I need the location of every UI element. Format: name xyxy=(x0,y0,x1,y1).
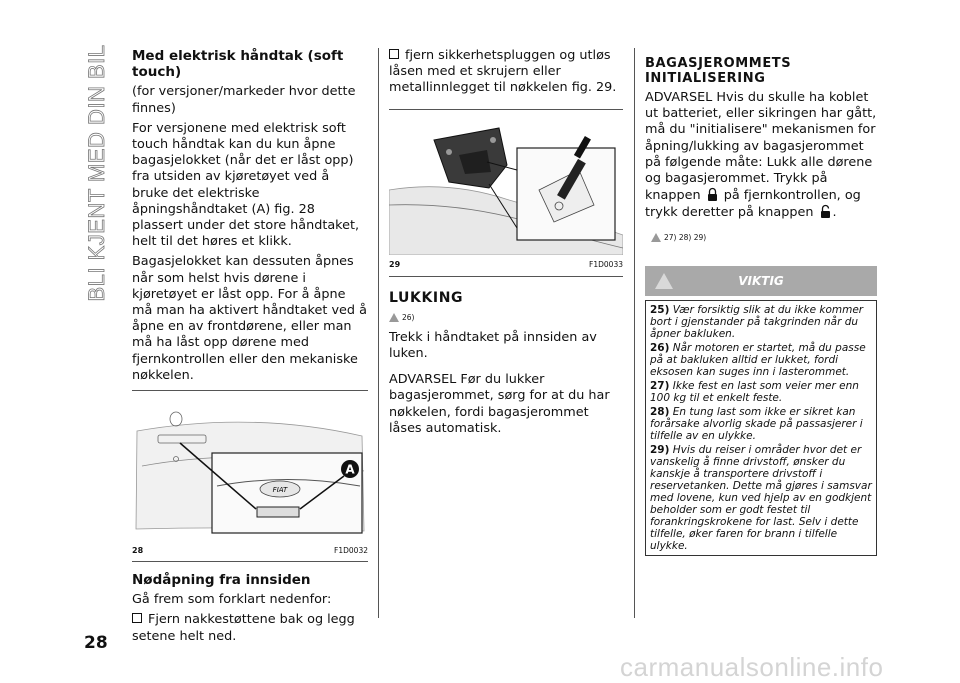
column-2 xyxy=(389,48,623,441)
section-heading: BAGASJEROMMETS xyxy=(645,56,792,71)
bullet-item: fjern sikkerhetspluggen og utløs låsen med et skrujern eller metallinnlegget til nøkkelen fig. 29. xyxy=(389,48,617,96)
lock-icon xyxy=(707,187,718,202)
column-3 xyxy=(645,56,877,556)
note-item: 25) Vær forsiktig slik at du ikke kommer bort i gjenstander på takgrinden når du åpner bakluken. xyxy=(650,303,864,340)
bullet-square-icon xyxy=(389,49,399,59)
paragraph: Bagasjelokket kan dessuten åpnes når som helst hvis dørene i kjøretøyet er låst opp. For å åpne må man ha aktivert håndtaket ved å åpne en av frontdørene, eller man må ha låst opp dørene med fjernkontrollen eller den mekaniske nøkkelen. xyxy=(132,254,367,383)
paragraph: ADVARSEL Hvis du skulle ha koblet ut batteriet, eller sikringen har gått, må du "initialisere" mekanismen for åpning/lukking av bagasjerommet på følgende måte: Lukk alle dørene og bagasjerommet. Trykk på knappen på fjernkontrollen, og trykk deretter på knappen . xyxy=(645,90,877,221)
note-item: 29) Hvis du reiser i områder hvor det er vanskelig å finne drivstoff, ønsker du kanskje å transportere drivstoff i reservetanken. Dette må gjøres i samsvar med lovene, kun ved hjelp av en godkjent beholder som er godt festet til forankringskrokene for last. Selv i dette tilfelle, øker faren for brann i tilfelle ulykke. xyxy=(650,443,872,552)
bullet-item: Fjern nakkestøttene bak og legg setene helt ned. xyxy=(132,612,355,644)
section-heading: INITIALISERING xyxy=(645,71,766,86)
figure-number: 29 xyxy=(389,260,401,270)
column-1 xyxy=(132,48,368,649)
bullet-square-icon xyxy=(132,613,142,623)
tailgate-handle-illustration xyxy=(132,391,368,541)
paragraph: Gå frem som forklart nedenfor: xyxy=(132,592,332,608)
fiat-badge: FIAT xyxy=(272,486,288,495)
paragraph: (for versjoner/markeder hvor dette finnes) xyxy=(132,84,356,116)
viktig-notes-box xyxy=(645,300,877,556)
warning-triangle-icon xyxy=(655,273,673,289)
footer-watermark: carmanualsonline.info xyxy=(620,652,884,682)
viktig-banner: VIKTIG xyxy=(645,266,877,296)
note-item: 28) En tung last som ikke er sikret kan forårsake alvorlig skade på passasjerer i tilfelle av en ulykke. xyxy=(650,405,863,442)
warning-triangle-icon xyxy=(651,233,661,242)
figure-number: 28 xyxy=(132,545,144,555)
paragraph: For versjonene med elektrisk soft touch håndtak kan du kun åpne bagasjelokket (når det er låst opp) fra utsiden av kjøretøyet ved å bruke det elektriske åpningshåndtaket (A) fig. 28 plassert under det store håndtaket, helt til det høres et klikk. xyxy=(132,120,360,250)
warning-triangle-icon xyxy=(389,313,399,322)
figure-code: F1D0032 xyxy=(334,545,368,555)
note-item: 26) Når motoren er startet, må du passe på at bakluken alltid er lukket, fordi eksosen kan suges inn i lasterommet. xyxy=(650,341,866,378)
section-heading: LUKKING xyxy=(389,289,464,306)
chapter-side-title: BLI KJENT MED DIN BIL xyxy=(84,44,109,302)
emergency-release-illustration xyxy=(389,110,623,255)
column-divider xyxy=(634,48,635,618)
figure-29 xyxy=(389,109,623,277)
note-item: 27) Ikke fest en last som veier mer enn 100 kg til et enkelt feste. xyxy=(650,379,859,404)
warning-reference: 27) 28) 29) xyxy=(651,230,877,246)
callout-a-label: A xyxy=(345,462,355,477)
column-divider xyxy=(378,48,379,618)
section-heading: Nødåpning fra innsiden xyxy=(132,572,311,589)
figure-28 xyxy=(132,390,368,562)
figure-code: F1D0033 xyxy=(589,260,623,270)
unlock-icon xyxy=(820,204,831,219)
paragraph: ADVARSEL Før du lukker bagasjerommet, sørg for at du har nøkkelen, fordi bagasjerommet låses automatisk. xyxy=(389,372,610,436)
page-number: 28 xyxy=(84,633,108,653)
paragraph: Trekk i håndtaket på innsiden av luken. xyxy=(389,329,597,362)
section-heading: Med elektrisk håndtak (soft touch) xyxy=(132,48,344,81)
warning-reference: 26) xyxy=(389,310,623,326)
